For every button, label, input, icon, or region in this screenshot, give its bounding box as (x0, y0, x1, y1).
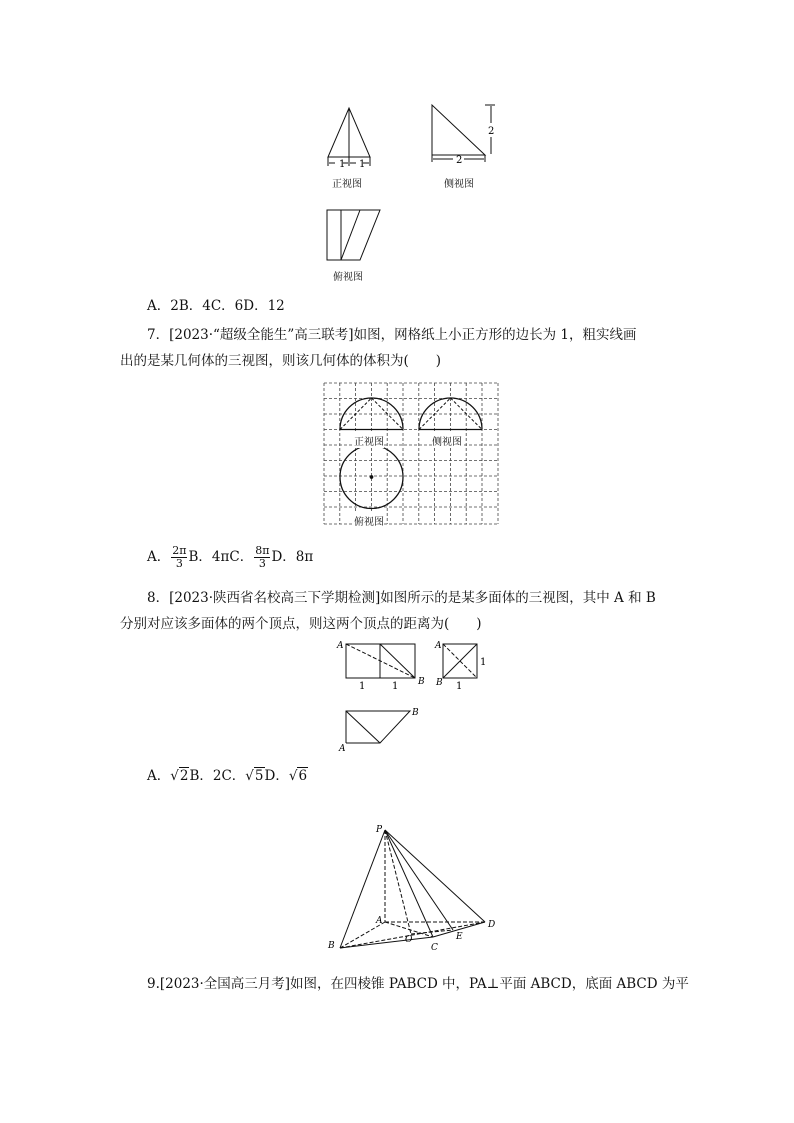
q7-opt-b: B．4πC． (188, 549, 254, 565)
q8-front-view (346, 644, 415, 678)
q7-options (147, 545, 313, 570)
q8-front-label-b: B (418, 677, 425, 687)
q9-hidden-edges (340, 830, 485, 948)
q6-top-label: 俯视图 (333, 272, 363, 283)
q9-label-c: C (431, 943, 438, 953)
q7-opt-a: A． (147, 549, 171, 565)
q8-line1: 8．[2023·陕西省名校高三下学期检测]如图所示的是某多面体的三视图，其中 A 和 B (147, 590, 656, 606)
q8-side-label-a: A (435, 641, 442, 651)
q7-grid-figure (322, 381, 500, 527)
q9-label-d: D (488, 920, 496, 930)
q9-label-p: P (376, 825, 383, 835)
q6-dim-left: 1 (339, 159, 346, 170)
q8-side-label-b: B (436, 678, 443, 688)
q8-top-label-b: B (412, 708, 419, 718)
q6-dim-width: 2 (456, 155, 463, 166)
q6-front-view (328, 108, 370, 166)
q6-three-view-figure (320, 100, 510, 290)
q6-top-view (327, 210, 380, 260)
q6-dim-height: 2 (488, 126, 495, 137)
q6-options: A．2B．4C．6D．12 (147, 298, 285, 314)
q9-pyramid-figure (322, 820, 502, 960)
q7-opt-c-frac: $\frac{8\pi}{3}$ (255, 544, 270, 570)
q8-top-view (346, 711, 410, 743)
q7-line2: 出的是某几何体的三视图，则该几何体的体积为( ) (120, 353, 442, 369)
q8-three-view-figure (335, 638, 495, 756)
q7-opt-a-frac: $\frac{2\pi}{3}$ (172, 544, 187, 570)
q7-top-label: 俯视图 (354, 513, 384, 528)
q9-label-a: A (376, 916, 383, 926)
q9-solid-edges (340, 830, 485, 948)
q6-side-label: 侧视图 (444, 179, 474, 190)
q6-front-label: 正视图 (332, 179, 362, 190)
q9-label-b: B (328, 941, 335, 951)
q8-side-view (443, 644, 477, 678)
q6-dim-right: 1 (359, 159, 366, 170)
q8-dim2: 1 (392, 681, 399, 692)
q8-line2: 分别对应该多面体的两个顶点，则这两个顶点的距离为( ) (120, 616, 482, 632)
q6-side-view (432, 105, 495, 162)
q8-options: A．√2B．2C．√5D．√6 (147, 768, 308, 784)
q7-front-label: 正视图 (354, 433, 384, 448)
q9-label-e: E (456, 932, 463, 942)
q8-top-label-a: A (339, 744, 346, 754)
q9-label-o: O (405, 935, 413, 945)
q7-side-label: 侧视图 (432, 433, 462, 448)
q8-front-label-a: A (337, 641, 344, 651)
q8-dim4: 1 (456, 681, 463, 692)
q8-dim3: 1 (480, 657, 487, 668)
q8-dim1: 1 (359, 681, 366, 692)
q9-line1: 9.[2023·全国高三月考]如图，在四棱锥 PABCD 中，PA⊥平面 ABCD，底面 ABCD 为平 (147, 976, 689, 992)
q7-line1: 7．[2023·“超级全能生”高三联考]如图，网格纸上小正方形的边长为 1，粗实线画 (147, 327, 637, 343)
q7-opt-d: D．8π (271, 549, 314, 565)
